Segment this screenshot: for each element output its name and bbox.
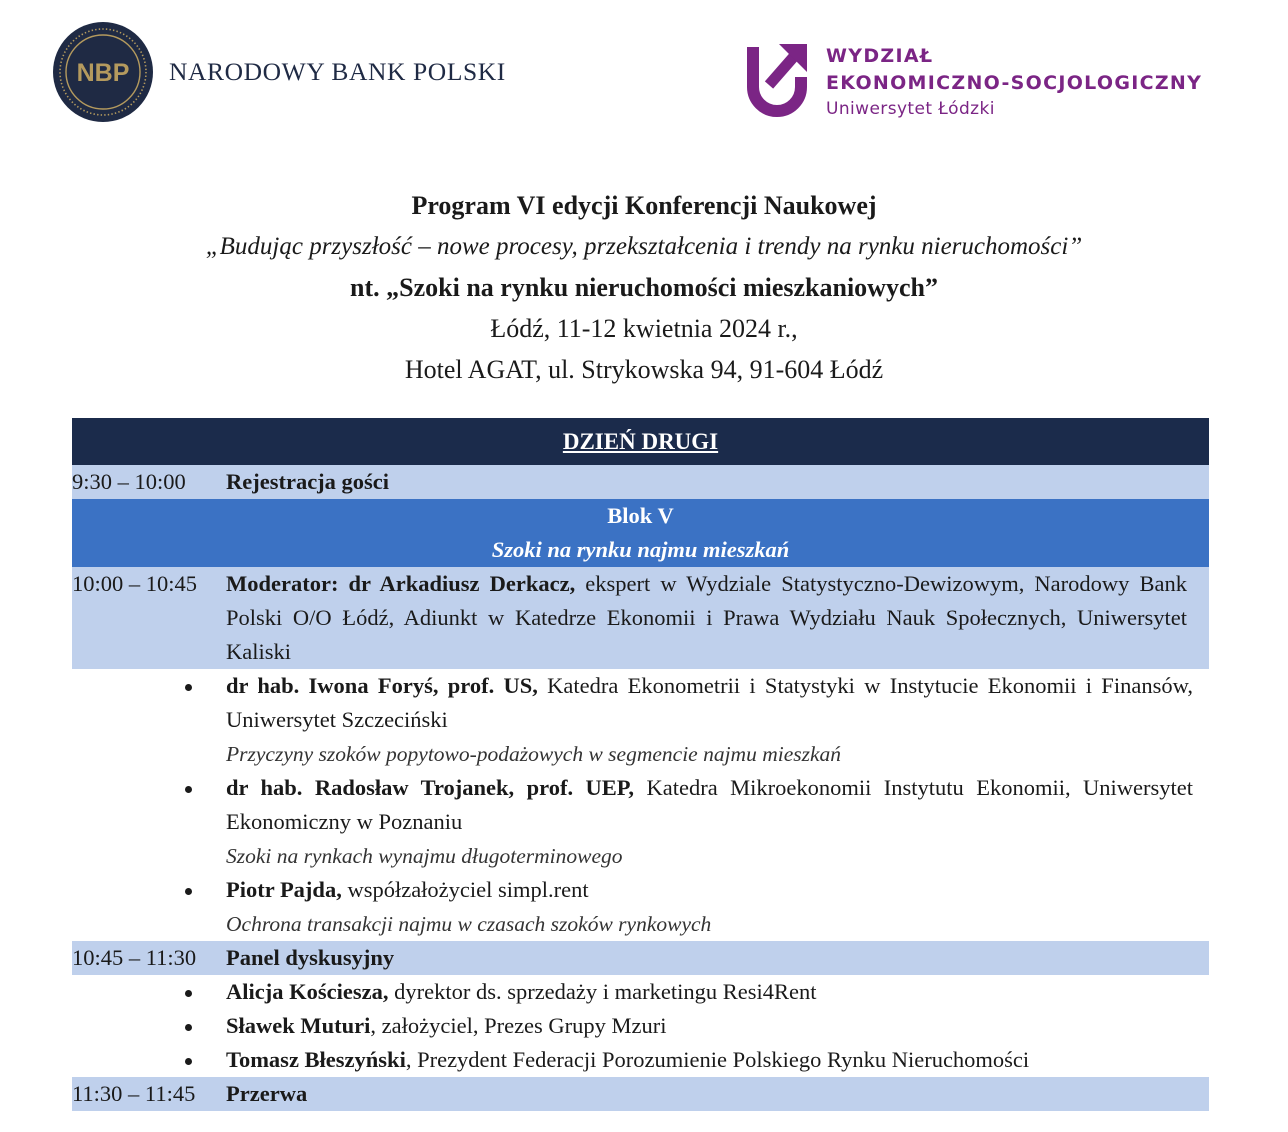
block-subtitle: Szoki na rynku najmu mieszkań [491, 537, 790, 562]
agenda-time: 10:45 – 11:30 [72, 945, 197, 970]
faculty-logo [743, 41, 1202, 122]
list-item [72, 873, 1209, 941]
nbp-seal-icon [52, 21, 154, 123]
agenda-row-registration [72, 465, 1209, 499]
speaker-name: dr hab. Radosław Trojanek, prof. UEP, [226, 775, 635, 800]
agenda-label: Przerwa [226, 1081, 308, 1106]
conference-name: „Budując przyszłość – nowe procesy, przekształcenia i trendy na rynku nieruchomości” [205, 233, 1083, 260]
program-title: Program VI edycji Konferencji Naukowej [411, 191, 877, 220]
bullet-icon [72, 1009, 226, 1043]
agenda-row-panel [72, 941, 1209, 975]
faculty-arrow-icon [743, 41, 809, 121]
talk-title: Przyczyny szoków popytowo-podażowych w segmencie najmu mieszkań [226, 742, 842, 766]
conference-topic: nt. „Szoki na rynku nieruchomości mieszkaniowych” [350, 273, 938, 302]
nbp-seal-text: NBP [76, 59, 130, 87]
list-item [72, 771, 1209, 873]
moderator-text [226, 567, 1209, 669]
agenda-label: Rejestracja gości [226, 469, 390, 494]
agenda-time: 10:00 – 10:45 [72, 571, 198, 596]
nbp-logo [52, 21, 506, 123]
nbp-name: NARODOWY BANK POLSKI [169, 57, 506, 86]
day-header: DZIEŃ DRUGI [72, 418, 1209, 465]
speaker-affiliation: współzałożyciel simpl.rent [341, 877, 589, 902]
panelist-name: Sławek Muturi [226, 1013, 371, 1038]
moderator-name: Moderator: dr Arkadiusz Derkacz, [226, 571, 576, 596]
panelist-affiliation: dyrektor ds. sprzedaży i marketingu Resi4Rent [388, 979, 817, 1004]
panelist-list [72, 975, 1209, 1077]
talk-title: Szoki na rynkach wynajmu długoterminowego [226, 844, 623, 868]
bullet-icon [72, 975, 226, 1009]
block-label: Blok V [607, 503, 674, 528]
speaker-list [72, 669, 1209, 941]
speaker-name: Piotr Pajda, [226, 877, 342, 902]
panelist-affiliation: , założyciel, Prezes Grupy Mzuri [370, 1013, 667, 1038]
panelist-affiliation: , Prezydent Federacji Porozumienie Polskiego Rynku Nieruchomości [405, 1047, 1030, 1072]
conference-venue: Hotel AGAT, ul. Strykowska 94, 91-604 Łódź [404, 355, 884, 384]
list-item [72, 669, 1209, 771]
moderator-description: ekspert w Wydziale Statystyczno-Dewizowym, Narodowy Bank Polski O/O Łódź, Adiunkt w Katedrze Ekonomii i Prawa Wydziału Nauk Społecznych, Uniwersytet Kaliski [226, 571, 1187, 664]
panelist-name: Tomasz Błeszyński [226, 1047, 406, 1072]
list-item [72, 975, 1209, 1009]
speaker-affiliation: Katedra Ekonometrii i Statystyki w Instytucie Ekonomii i Finansów, Uniwersytet Szczeciński [226, 673, 1193, 732]
agenda-time: 11:30 – 11:45 [72, 1081, 196, 1106]
agenda-row-break [72, 1077, 1209, 1111]
agenda-time: 9:30 – 10:00 [72, 469, 186, 494]
conference-date: Łódź, 11-12 kwietnia 2024 r., [490, 314, 798, 343]
program-table [72, 418, 1209, 1111]
faculty-line1: WYDZIAŁ [826, 45, 934, 67]
list-item [72, 1009, 1209, 1043]
agenda-row-moderator [72, 567, 1209, 669]
faculty-line2: EKONOMICZNO-SOCJOLOGICZNY [826, 72, 1203, 94]
agenda-label: Panel dyskusyjny [226, 945, 395, 970]
bullet-icon [72, 669, 226, 703]
bullet-icon [72, 771, 226, 805]
panelist-name: Alicja Kościesza, [226, 979, 389, 1004]
bullet-icon [72, 873, 226, 907]
speaker-affiliation: Katedra Mikroekonomii Instytutu Ekonomii, Uniwersytet Ekonomiczny w Poznaniu [226, 775, 1193, 834]
bullet-icon [72, 1043, 226, 1077]
faculty-university: Uniwersytet Łódzki [826, 99, 995, 119]
conference-title-block [0, 185, 1288, 390]
talk-title: Ochrona transakcji najmu w czasach szoków rynkowych [226, 912, 712, 936]
list-item [72, 1043, 1209, 1077]
speaker-name: dr hab. Iwona Foryś, prof. US, [226, 673, 538, 698]
block-header [72, 499, 1209, 567]
